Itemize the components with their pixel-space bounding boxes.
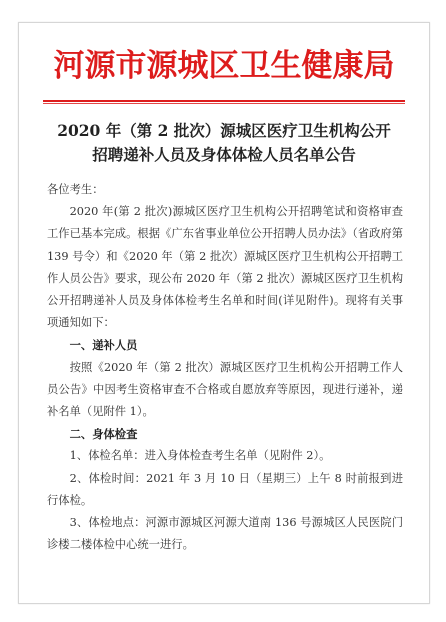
document-title-line1: 2020 年（第 2 批次）源城区医疗卫生机构公开 bbox=[57, 121, 391, 140]
header-rule-thick bbox=[43, 100, 405, 102]
section2-item-3: 3、体检地点：河源市源城区河源大道南 136 号源城区人民医院门诊楼二楼体检中心统一进行。 bbox=[47, 516, 403, 552]
section2-heading: 二、身体检查 bbox=[69, 427, 138, 442]
org-header: 河源市源城区卫生健康局 bbox=[53, 48, 395, 84]
section1-heading: 一、递补人员 bbox=[69, 338, 138, 353]
document-title-line2: 招聘递补人员及身体体检人员名单公告 bbox=[92, 145, 356, 164]
document-body bbox=[47, 179, 403, 556]
section2-item-1: 1、体检名单：进入身体检查考生名单（见附件 2）。 bbox=[69, 449, 331, 463]
header-rule-thin bbox=[43, 103, 405, 104]
section2-item-2: 2、体检时间：2021 年 3 月 10 日（星期三）上午 8 时前报到进行体检。 bbox=[47, 471, 403, 507]
document-page bbox=[18, 22, 430, 604]
salutation: 各位考生： bbox=[47, 183, 104, 196]
section1-text: 按照《2020 年（第 2 批次）源城区医疗卫生机构公开招聘工作人员公告》中因考生资格审查不合格或自愿放弃等原因，现进行递补，递补名单（见附件 1）。 bbox=[47, 360, 403, 419]
intro-paragraph: 2020 年(第 2 批次)源城区医疗卫生机构公开招聘笔试和资格审查工作已基本完成。根据《广东省事业单位公开招聘人员办法》（省政府第 139 号令）和《2020 年（第 2 批次）源城区医疗卫生机构公开招聘工作人员公告》要求，现公布 2020 年（第 2 批次）源城区医疗卫生机构公开招聘递补人员及身体体检考生名单和时间(详见附件)。现将有关事项通知如下： bbox=[47, 205, 403, 330]
